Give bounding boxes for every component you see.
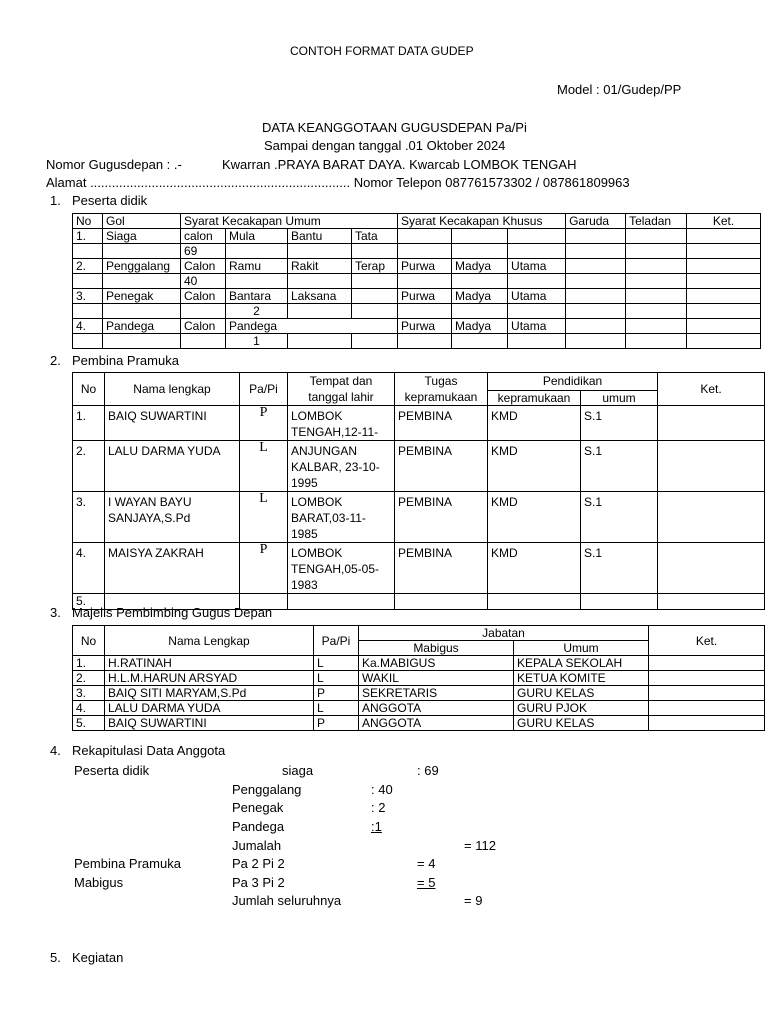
table-cell: 3. xyxy=(73,686,105,701)
table-cell: 69 xyxy=(181,244,226,259)
recap-total-label: Jumlah seluruhnya xyxy=(232,893,342,908)
table-row xyxy=(73,701,765,716)
table-cell: 2. xyxy=(73,259,103,274)
recap-penegak-value: : 2 xyxy=(371,800,386,815)
table-cell xyxy=(566,289,626,304)
table-cell xyxy=(626,259,687,274)
model-code: Model : 01/Gudep/PP xyxy=(557,82,682,97)
header-cell: Syarat Kecakapan Khusus xyxy=(398,214,566,229)
table-cell xyxy=(626,244,687,259)
table-cell: 40 xyxy=(181,274,226,289)
table-cell xyxy=(288,594,395,610)
table-cell xyxy=(452,229,508,244)
table-cell xyxy=(626,274,687,289)
section-number: 5. xyxy=(50,950,61,965)
table-row xyxy=(73,686,765,701)
table-cell: Calon xyxy=(181,259,226,274)
table-cell: Penggalang xyxy=(103,259,181,274)
header-cell: No xyxy=(73,214,103,229)
recap-siaga-label: siaga xyxy=(282,763,314,778)
table-cell xyxy=(103,334,181,349)
table-cell xyxy=(508,229,566,244)
table-cell xyxy=(398,244,452,259)
table-cell xyxy=(687,334,761,349)
table-cell xyxy=(566,259,626,274)
header-cell: Pa/Pi xyxy=(240,373,288,406)
table-cell: KEPALA SEKOLAH xyxy=(514,656,649,671)
recap-pandega-value: :1 xyxy=(371,819,382,834)
section-mabigus: Majelis Pembimbing Gugus Depan xyxy=(72,605,273,620)
table-cell: PEMBINA xyxy=(395,543,488,594)
table-cell xyxy=(508,304,566,319)
table-cell: 2. xyxy=(73,441,105,492)
table-cell xyxy=(288,244,352,259)
peserta-didik-table xyxy=(72,213,761,349)
table-cell: GURU PJOK xyxy=(514,701,649,716)
recap-pembina-label: Pembina Pramuka xyxy=(74,856,181,871)
table-cell: I WAYAN BAYU SANJAYA,S.Pd xyxy=(105,492,240,543)
mabigus-table xyxy=(72,625,765,731)
document-title: DATA KEANGGOTAAN GUGUSDEPAN Pa/Pi xyxy=(262,120,527,135)
header-cell: kepramukaan xyxy=(488,390,581,405)
table-cell xyxy=(226,274,288,289)
recap-pembina-value: = 4 xyxy=(417,856,436,871)
table-cell xyxy=(73,274,103,289)
table-cell xyxy=(452,274,508,289)
table-cell: 3. xyxy=(73,492,105,543)
kwarran-kwarcab: Kwarran .PRAYA BARAT DAYA. Kwarcab LOMBOK TENGAH xyxy=(222,157,577,172)
header-cell: Tugas kepramukaan xyxy=(395,373,488,406)
header-cell: Umum xyxy=(514,641,649,656)
table-cell xyxy=(658,594,765,610)
table-row xyxy=(73,244,761,259)
table-cell: L xyxy=(314,671,359,686)
table-cell: L xyxy=(240,492,288,543)
table-cell: 1 xyxy=(226,334,288,349)
header-cell: Pendidikan xyxy=(488,373,658,391)
table-cell: 2. xyxy=(73,671,105,686)
table-cell xyxy=(73,334,103,349)
table-cell xyxy=(352,304,398,319)
table-cell xyxy=(626,334,687,349)
gudep-number: Nomor Gugusdepan : .- xyxy=(46,157,182,172)
table-cell xyxy=(398,334,452,349)
recap-mabigus-breakdown: Pa 3 Pi 2 xyxy=(232,875,285,890)
table-cell: Mula xyxy=(226,229,288,244)
table-cell xyxy=(398,274,452,289)
table-cell: 5. xyxy=(73,594,105,610)
table-row xyxy=(73,334,761,349)
table-cell xyxy=(687,244,761,259)
table-cell: Bantara xyxy=(226,289,288,304)
table-cell xyxy=(488,594,581,610)
table-cell xyxy=(649,716,765,731)
table-cell: P xyxy=(240,543,288,594)
header-cell: Nama lengkap xyxy=(105,373,240,406)
recap-siaga-value: : 69 xyxy=(417,763,439,778)
table-cell xyxy=(395,594,488,610)
table-cell xyxy=(581,594,658,610)
table-cell: BAIQ SUWARTINI xyxy=(105,716,314,731)
table-cell xyxy=(288,274,352,289)
document-date: Sampai dengan tanggal .01 Oktober 2024 xyxy=(264,138,506,153)
table-cell: Purwa xyxy=(398,289,452,304)
header-cell: Tempat dan tanggal lahir xyxy=(288,373,395,406)
table-cell xyxy=(566,229,626,244)
table-row xyxy=(73,274,761,289)
table-row xyxy=(73,492,765,543)
table-cell xyxy=(658,406,765,441)
table-cell xyxy=(566,274,626,289)
table-cell: ANGGOTA xyxy=(359,716,514,731)
table-cell xyxy=(626,304,687,319)
table-cell: ANGGOTA xyxy=(359,701,514,716)
table-cell: 4. xyxy=(73,701,105,716)
header-cell: Jabatan xyxy=(359,626,649,641)
table-cell xyxy=(658,543,765,594)
table-cell: S.1 xyxy=(581,543,658,594)
table-cell: S.1 xyxy=(581,492,658,543)
table-cell: BAIQ SITI MARYAM,S.Pd xyxy=(105,686,314,701)
header-cell: No xyxy=(73,626,105,656)
table-cell xyxy=(103,244,181,259)
table-row xyxy=(73,304,761,319)
table-cell: LOMBOK TENGAH,05-05- 1983 xyxy=(288,543,395,594)
table-cell: Madya xyxy=(452,289,508,304)
table-cell xyxy=(181,334,226,349)
table-cell: LALU DARMA YUDA xyxy=(105,441,240,492)
table-cell xyxy=(103,304,181,319)
table-cell: BAIQ SUWARTINI xyxy=(105,406,240,441)
section-number: 3. xyxy=(50,605,61,620)
table-cell xyxy=(687,274,761,289)
table-cell xyxy=(103,274,181,289)
table-cell: WAKIL xyxy=(359,671,514,686)
table-cell xyxy=(181,304,226,319)
table-cell xyxy=(626,319,687,334)
table-cell: KMD xyxy=(488,492,581,543)
table-cell: Penegak xyxy=(103,289,181,304)
table-cell: SEKRETARIS xyxy=(359,686,514,701)
recap-penegak-label: Penegak xyxy=(232,800,284,815)
table-cell xyxy=(452,244,508,259)
table-row xyxy=(73,441,765,492)
table-cell: KMD xyxy=(488,406,581,441)
recap-pembina-breakdown: Pa 2 Pi 2 xyxy=(232,856,285,871)
table-cell xyxy=(649,671,765,686)
recap-total-value: = 9 xyxy=(464,893,483,908)
table-row xyxy=(73,289,761,304)
section-number: 2. xyxy=(50,353,61,368)
pembina-table xyxy=(72,372,765,610)
table-cell xyxy=(649,656,765,671)
table-cell xyxy=(73,304,103,319)
recap-jumlah-label: Jumalah xyxy=(232,838,282,853)
table-cell xyxy=(352,244,398,259)
recap-mabigus-value: = 5 xyxy=(417,875,436,890)
table-cell: 4. xyxy=(73,543,105,594)
table-cell xyxy=(452,304,508,319)
header-cell: Teladan xyxy=(626,214,687,229)
table-cell: ANJUNGAN KALBAR, 23-10- 1995 xyxy=(288,441,395,492)
table-cell: GURU KELAS xyxy=(514,686,649,701)
table-cell: GURU KELAS xyxy=(514,716,649,731)
table-cell: Utama xyxy=(508,259,566,274)
table-cell: H.L.M.HARUN ARSYAD xyxy=(105,671,314,686)
recap-penggalang-label: Penggalang xyxy=(232,782,302,797)
table-cell xyxy=(566,244,626,259)
table-cell xyxy=(73,244,103,259)
header-cell: Gol xyxy=(103,214,181,229)
header-cell: Pa/Pi xyxy=(314,626,359,656)
table-cell xyxy=(226,244,288,259)
table-row xyxy=(73,229,761,244)
table-cell: L xyxy=(314,656,359,671)
header-cell: Ket. xyxy=(658,373,765,406)
table-cell xyxy=(658,492,765,543)
header-cell: No xyxy=(73,373,105,406)
table-row xyxy=(73,543,765,594)
table-cell xyxy=(508,334,566,349)
table-cell: L xyxy=(240,441,288,492)
table-cell xyxy=(508,244,566,259)
table-cell: 5. xyxy=(73,716,105,731)
table-cell xyxy=(288,304,352,319)
table-cell xyxy=(566,319,626,334)
table-cell xyxy=(566,304,626,319)
table-cell xyxy=(626,229,687,244)
table-row xyxy=(73,319,761,334)
table-cell xyxy=(352,334,398,349)
table-cell: MAISYA ZAKRAH xyxy=(105,543,240,594)
table-cell: Madya xyxy=(452,259,508,274)
table-cell xyxy=(398,229,452,244)
section-rekapitulasi: Rekapitulasi Data Anggota xyxy=(72,743,226,758)
table-cell: LOMBOK TENGAH,12-11- xyxy=(288,406,395,441)
table-cell: Terap xyxy=(352,259,398,274)
table-cell: PEMBINA xyxy=(395,406,488,441)
table-cell xyxy=(566,334,626,349)
table-cell: PEMBINA xyxy=(395,492,488,543)
table-cell: 2 xyxy=(226,304,288,319)
table-cell: KMD xyxy=(488,543,581,594)
table-cell: 1. xyxy=(73,656,105,671)
table-cell xyxy=(508,274,566,289)
page-heading: CONTOH FORMAT DATA GUDEP xyxy=(290,44,474,58)
table-cell: S.1 xyxy=(581,441,658,492)
table-cell: calon xyxy=(181,229,226,244)
table-cell: LOMBOK BARAT,03-11- 1985 xyxy=(288,492,395,543)
recap-jumlah-value: = 112 xyxy=(464,838,496,853)
header-cell: umum xyxy=(581,390,658,405)
table-cell: KMD xyxy=(488,441,581,492)
table-row xyxy=(73,656,765,671)
table-cell: P xyxy=(314,686,359,701)
table-cell xyxy=(398,304,452,319)
header-cell: Garuda xyxy=(566,214,626,229)
table-cell: Utama xyxy=(508,289,566,304)
table-cell: Laksana xyxy=(288,289,352,304)
table-cell xyxy=(626,289,687,304)
table-cell xyxy=(288,334,352,349)
table-cell xyxy=(687,289,761,304)
table-cell: Ramu xyxy=(226,259,288,274)
table-cell: LALU DARMA YUDA xyxy=(105,701,314,716)
table-row xyxy=(73,671,765,686)
table-cell xyxy=(687,304,761,319)
table-cell xyxy=(452,334,508,349)
table-cell: Calon xyxy=(181,289,226,304)
table-cell: 4. xyxy=(73,319,103,334)
table-row xyxy=(73,716,765,731)
table-cell: P xyxy=(314,716,359,731)
table-cell: 1. xyxy=(73,406,105,441)
table-cell: Purwa xyxy=(398,259,452,274)
table-cell xyxy=(352,274,398,289)
table-cell: Madya xyxy=(452,319,508,334)
table-cell: PEMBINA xyxy=(395,441,488,492)
section-kegiatan: Kegiatan xyxy=(72,950,124,965)
table-header-row xyxy=(73,214,761,229)
table-cell: Ka.MABIGUS xyxy=(359,656,514,671)
section-number: 4. xyxy=(50,743,61,758)
table-cell: L xyxy=(314,701,359,716)
table-cell: 3. xyxy=(73,289,103,304)
table-cell xyxy=(649,701,765,716)
table-cell: Pandega xyxy=(103,319,181,334)
table-cell: S.1 xyxy=(581,406,658,441)
table-cell: Rakit xyxy=(288,259,352,274)
recap-pandega-label: Pandega xyxy=(232,819,285,834)
table-cell xyxy=(352,289,398,304)
recap-penggalang-value: : 40 xyxy=(371,782,393,797)
table-cell: Purwa xyxy=(398,319,452,334)
table-cell xyxy=(649,686,765,701)
address-phone: Alamat ........................................................................ Nomor Telepon 087761573302 / 087861809963 xyxy=(46,175,630,190)
table-cell: Utama xyxy=(508,319,566,334)
table-cell: Tata xyxy=(352,229,398,244)
table-cell xyxy=(687,319,761,334)
table-cell: 1. xyxy=(73,229,103,244)
table-cell: Calon xyxy=(181,319,226,334)
table-row xyxy=(73,259,761,274)
table-cell: Pandega xyxy=(226,319,398,334)
table-cell: Siaga xyxy=(103,229,181,244)
table-cell xyxy=(687,259,761,274)
header-cell: Mabigus xyxy=(359,641,514,656)
table-cell: Bantu xyxy=(288,229,352,244)
header-cell: Ket. xyxy=(649,626,765,656)
header-cell: Syarat Kecakapan Umum xyxy=(181,214,398,229)
header-cell: Ket. xyxy=(687,214,761,229)
table-cell xyxy=(658,441,765,492)
table-cell: H.RATINAH xyxy=(105,656,314,671)
section-number: 1. xyxy=(50,193,61,208)
table-cell xyxy=(687,229,761,244)
table-row xyxy=(73,406,765,441)
table-cell: KETUA KOMITE xyxy=(514,671,649,686)
recap-peserta-label: Peserta didik xyxy=(74,763,150,778)
section-pembina-pramuka: Pembina Pramuka xyxy=(72,353,179,368)
section-peserta-didik: Peserta didik xyxy=(72,193,148,208)
header-cell: Nama Lengkap xyxy=(105,626,314,656)
recap-mabigus-label: Mabigus xyxy=(74,875,124,890)
table-cell: P xyxy=(240,406,288,441)
